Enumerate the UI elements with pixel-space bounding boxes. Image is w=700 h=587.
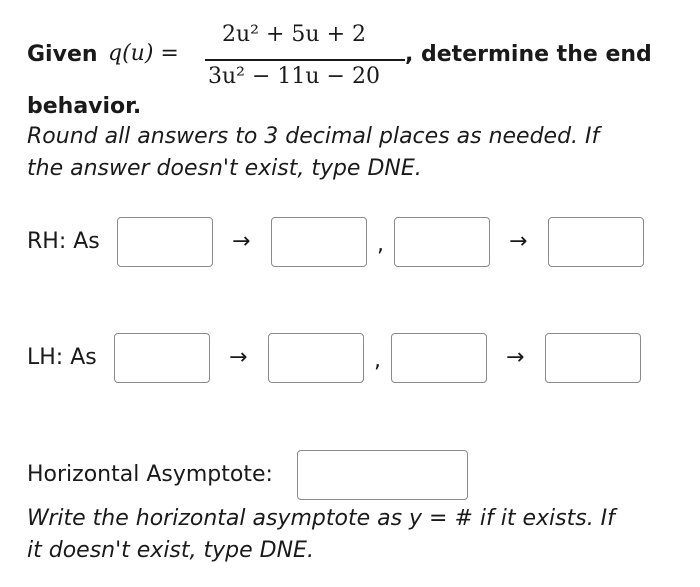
fraction-denominator: 3u² − 11u − 20	[208, 64, 380, 89]
rh-label: RH: As	[27, 229, 100, 254]
instruction-line-2: the answer doesn't exist, type DNE.	[27, 156, 422, 181]
asymptote-input[interactable]	[297, 450, 468, 500]
instruction-line-1: Round all answers to 3 decimal places as needed. If	[27, 124, 600, 149]
rh-y-input[interactable]	[394, 217, 490, 267]
asymptote-label: Horizontal Asymptote:	[27, 462, 273, 487]
lh-y-value-input[interactable]	[545, 333, 641, 383]
given-label: Given	[27, 42, 98, 67]
behavior-text: behavior.	[27, 94, 142, 119]
fraction-bar	[205, 59, 405, 61]
rh-x-input[interactable]	[117, 217, 213, 267]
rh-arrow-2: →	[509, 229, 528, 254]
lh-comma: ,	[374, 348, 381, 373]
lh-arrow-1: →	[229, 345, 248, 370]
rh-x-value-input[interactable]	[271, 217, 367, 267]
rh-comma: ,	[377, 232, 384, 257]
fraction-numerator: 2u² + 5u + 2	[222, 22, 366, 47]
lh-y-input[interactable]	[391, 333, 487, 383]
asymptote-note-line-1: Write the horizontal asymptote as y = # if it exists. If	[27, 506, 615, 531]
lh-arrow-2: →	[506, 345, 525, 370]
lh-x-input[interactable]	[114, 333, 210, 383]
lh-x-value-input[interactable]	[268, 333, 364, 383]
determine-text: , determine the end	[405, 42, 652, 67]
function-lhs: q(u) =	[108, 41, 179, 66]
rh-arrow-1: →	[232, 229, 251, 254]
rh-y-value-input[interactable]	[548, 217, 644, 267]
lh-label: LH: As	[27, 345, 97, 370]
asymptote-note-line-2: it doesn't exist, type DNE.	[27, 538, 314, 563]
